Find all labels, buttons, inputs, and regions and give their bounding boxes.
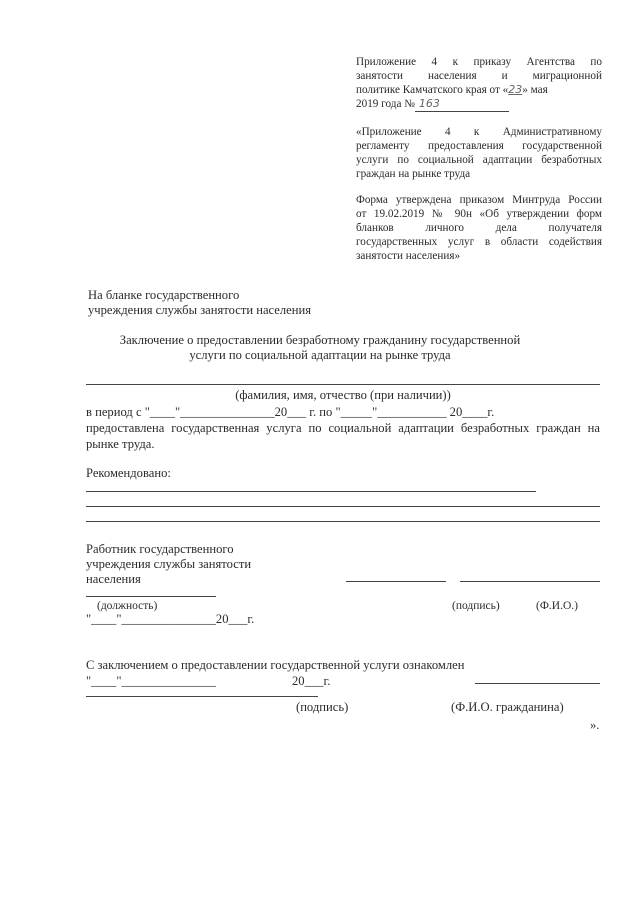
fio-caption: (фамилия, имя, отчество (при наличии)) <box>235 388 451 402</box>
form-approval-line-4: государственных услуг в области содействия <box>356 236 602 248</box>
regulation-line-3: услуги по социальной адаптации безработных <box>356 154 602 166</box>
acquaint-year: 20___г. <box>292 674 331 688</box>
appendix-line-3 <box>356 83 602 97</box>
acquaint-fio-line-upper[interactable] <box>475 683 600 684</box>
period-line[interactable]: в период с "____"_______________20___ г. по "_____"___________ 20____г. <box>86 405 495 419</box>
fio-fill-line[interactable] <box>86 384 600 385</box>
recommendation-fill-line-3[interactable] <box>86 521 600 522</box>
appendix-line-2: занятости населения и миграционной <box>356 70 602 82</box>
document-title-line-2: услуги по социальной адаптации на рынке труда <box>189 348 451 362</box>
worker-position-caption: (должность) <box>97 600 158 612</box>
appendix-line-3-prefix: политике Камчатского края от « <box>356 84 509 96</box>
appendix-line-4 <box>356 97 509 112</box>
acquaint-date-line[interactable]: "____"_______________ <box>86 674 216 688</box>
form-approval-line-3: бланков личного дела получателя <box>356 222 602 234</box>
acquaint-citizen-caption: (Ф.И.О. гражданина) <box>451 700 564 714</box>
letterhead-line-2: учреждения службы занятости населения <box>88 303 312 317</box>
regulation-line-2: регламенту предоставления государственной <box>356 140 602 152</box>
appendix-year-label: 2019 года № <box>356 98 415 110</box>
recommendation-fill-line-1[interactable] <box>86 491 536 492</box>
worker-position-line[interactable] <box>86 596 216 597</box>
worker-date-line[interactable]: "____"_______________20___г. <box>86 612 255 626</box>
worker-signature-line[interactable] <box>346 581 446 582</box>
closing-quote: ». <box>590 718 600 732</box>
service-line-1: предоставлена государственная услуга по социальной адаптации безработных граждан на <box>86 421 600 435</box>
worker-line-1: Работник государственного <box>86 542 234 556</box>
recommendation-fill-line-2[interactable] <box>86 506 600 507</box>
form-approval-line-5: занятости населения» <box>356 250 461 262</box>
regulation-line-1: «Приложение 4 к Административному <box>356 126 602 138</box>
worker-fio-caption: (Ф.И.О.) <box>536 600 578 612</box>
worker-line-3: населения <box>86 572 141 586</box>
recommended-label: Рекомендовано: <box>86 466 171 480</box>
regulation-line-4: граждан на рынке труда <box>356 168 471 180</box>
document-title-line-1: Заключение о предоставлении безработному гражданину государственной <box>119 333 521 347</box>
appendix-line-3-suffix: » мая <box>522 84 548 96</box>
appendix-day-handwritten: 23 <box>508 83 523 96</box>
acquaint-line: С заключением о предоставлении государственной услуги ознакомлен <box>86 658 465 672</box>
worker-fio-line[interactable] <box>460 581 600 582</box>
acquaint-signature-caption: (подпись) <box>296 700 349 714</box>
service-line-2: рынке труда. <box>86 437 155 451</box>
form-approval-line-1: Форма утверждена приказом Минтруда России <box>356 194 602 206</box>
appendix-number-handwritten: 163 <box>415 97 509 112</box>
appendix-line-1: Приложение 4 к приказу Агентства по <box>356 56 602 68</box>
letterhead-line-1: На бланке государственного <box>88 288 240 302</box>
form-approval-line-2: от 19.02.2019 № 90н «Об утверждении форм <box>356 208 602 220</box>
worker-signature-caption: (подпись) <box>452 600 500 612</box>
acquaint-signature-line[interactable] <box>86 696 318 697</box>
worker-line-2: учреждения службы занятости <box>86 557 252 571</box>
